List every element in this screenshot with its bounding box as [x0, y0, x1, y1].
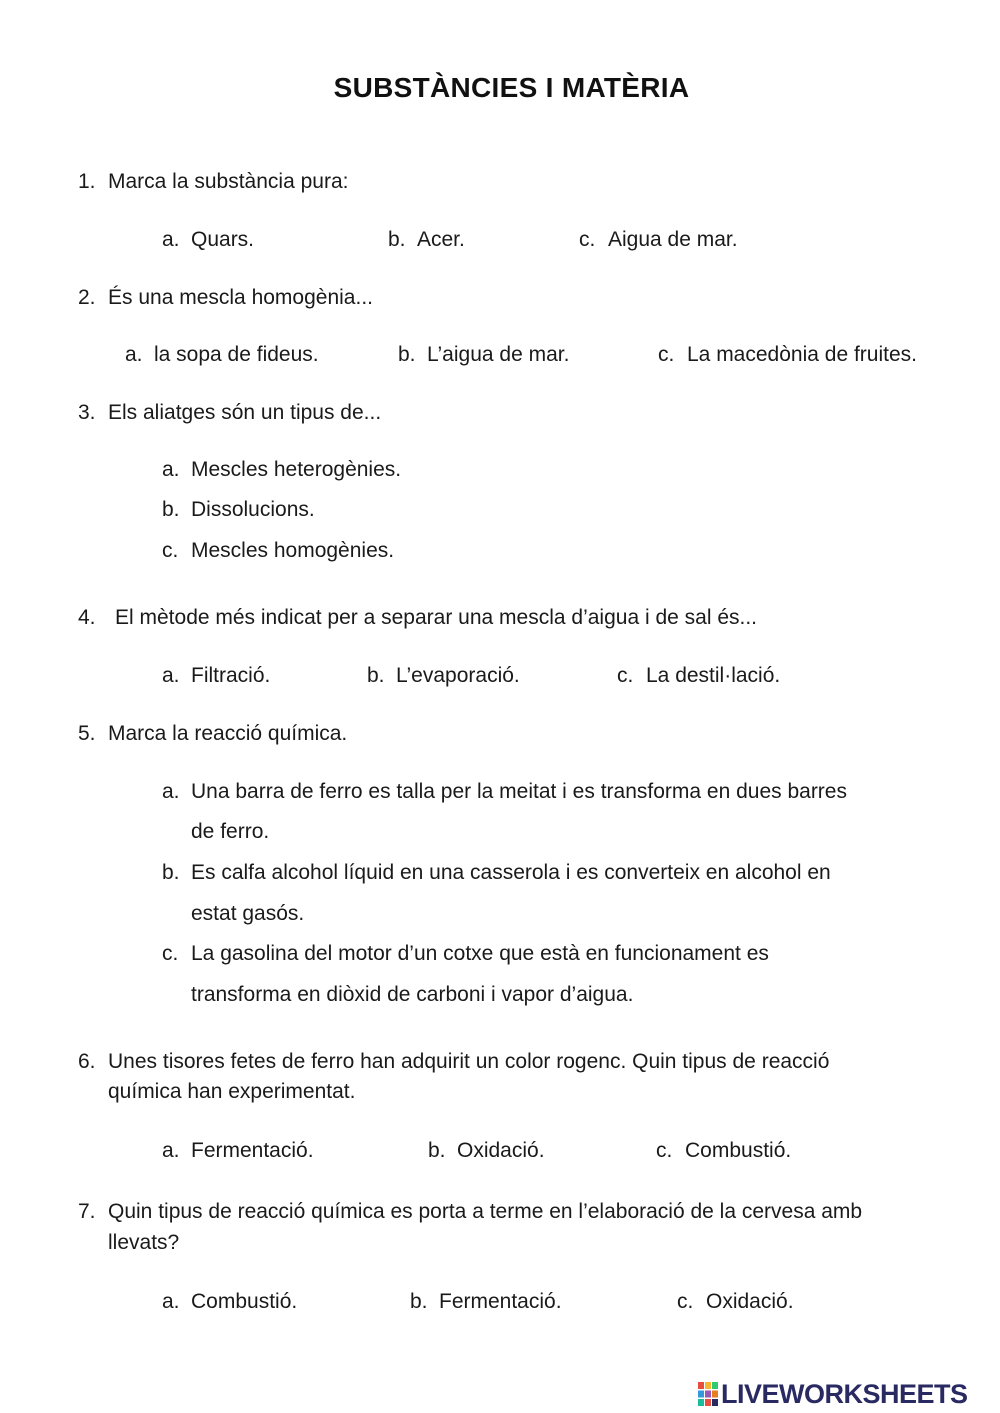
option-a[interactable]	[162, 1140, 314, 1161]
option-letter: a.	[162, 458, 180, 481]
option-letter: b.	[162, 861, 180, 884]
liveworksheets-logo	[697, 1380, 968, 1408]
option-a[interactable]	[162, 229, 254, 250]
option-text: Oxidació.	[706, 1290, 794, 1313]
option-c[interactable]	[162, 540, 394, 561]
option-text-line2: de ferro.	[191, 820, 270, 843]
option-b[interactable]	[428, 1140, 545, 1161]
option-letter: c.	[579, 228, 596, 251]
option-text: Oxidació.	[457, 1139, 545, 1162]
option-letter: c.	[677, 1290, 694, 1313]
option-text: La macedònia de fruites.	[687, 343, 917, 366]
option-c[interactable]	[617, 665, 780, 686]
liveworksheets-logo-text: LIVEWORKSHEETS	[721, 1378, 968, 1409]
option-text: Mescles heterogènies.	[191, 458, 402, 481]
option-letter: a.	[162, 1290, 180, 1313]
option-text: Quars.	[191, 228, 255, 251]
option-b[interactable]	[162, 499, 315, 520]
option-text: Dissolucions.	[191, 498, 315, 521]
option-letter: c.	[658, 343, 675, 366]
option-text-line1: Una barra de ferro es talla per la meitat i es transforma en dues barres	[191, 780, 847, 803]
question-text: Els aliatges són un tipus de...	[108, 401, 382, 424]
question-number: 2.	[78, 286, 96, 309]
option-text: Fermentació.	[191, 1139, 314, 1162]
question-text-line1: Quin tipus de reacció química es porta a terme en l’elaboració de la cervesa amb	[108, 1200, 863, 1223]
option-c[interactable]	[579, 229, 738, 250]
question-number: 4.	[78, 606, 96, 629]
option-text: Mescles homogènies.	[191, 539, 395, 562]
question-text: El mètode més indicat per a separar una mescla d’aigua i de sal és...	[115, 606, 758, 629]
option-text: Filtració.	[191, 664, 271, 687]
option-text-line2: estat gasós.	[191, 902, 305, 925]
option-letter: b.	[428, 1139, 446, 1162]
option-text-line2: transforma en diòxid de carboni i vapor d’aigua.	[191, 983, 634, 1006]
option-b[interactable]	[398, 344, 569, 365]
option-text: Combustió.	[191, 1290, 298, 1313]
option-letter: b.	[398, 343, 416, 366]
option-letter: a.	[162, 1139, 180, 1162]
question-number: 3.	[78, 401, 96, 424]
question-text-line1: Unes tisores fetes de ferro han adquirit un color rogenc. Quin tipus de reacció	[108, 1050, 830, 1073]
option-letter: c.	[162, 539, 179, 562]
option-b[interactable]	[410, 1291, 562, 1312]
option-text: la sopa de fideus.	[154, 343, 319, 366]
option-letter: c.	[656, 1139, 673, 1162]
option-text: Fermentació.	[439, 1290, 562, 1313]
option-a[interactable]	[162, 1291, 297, 1312]
question-number: 1.	[78, 170, 96, 193]
option-letter: b.	[367, 664, 385, 687]
option-text: L’aigua de mar.	[427, 343, 570, 366]
option-a[interactable]	[162, 459, 401, 480]
option-text: Combustió.	[685, 1139, 792, 1162]
liveworksheets-logo-icon	[697, 1381, 719, 1407]
question-text: Marca la substància pura:	[108, 170, 349, 193]
page-title: SUBSTÀNCIES I MATÈRIA	[333, 72, 690, 103]
option-text: La destil·lació.	[646, 664, 781, 687]
option-letter: a.	[162, 780, 180, 803]
option-c[interactable]	[658, 344, 917, 365]
option-a[interactable]	[162, 665, 270, 686]
question-text-line2: llevats?	[108, 1231, 180, 1254]
question-text: Marca la reacció química.	[108, 722, 348, 745]
option-a[interactable]	[125, 344, 319, 365]
option-c[interactable]	[656, 1140, 791, 1161]
option-text-line1: Es calfa alcohol líquid en una casserola i es converteix en alcohol en	[191, 861, 831, 884]
question-text: És una mescla homogènia...	[108, 286, 373, 309]
option-text: Acer.	[417, 228, 465, 251]
option-text: Aigua de mar.	[608, 228, 738, 251]
option-text: L’evaporació.	[396, 664, 520, 687]
question-text-line2: química han experimentat.	[108, 1080, 356, 1103]
option-letter: b.	[162, 498, 180, 521]
option-b[interactable]	[367, 665, 520, 686]
option-letter: b.	[388, 228, 406, 251]
option-c[interactable]	[677, 1291, 794, 1312]
option-letter: a.	[125, 343, 143, 366]
question-number: 6.	[78, 1050, 96, 1073]
option-letter: c.	[162, 942, 179, 965]
option-b[interactable]	[388, 229, 465, 250]
option-letter: c.	[617, 664, 634, 687]
question-number: 5.	[78, 722, 96, 745]
question-number: 7.	[78, 1200, 96, 1223]
option-text-line1: La gasolina del motor d’un cotxe que està en funcionament es	[191, 942, 769, 965]
option-letter: a.	[162, 228, 180, 251]
option-letter: a.	[162, 664, 180, 687]
option-letter: b.	[410, 1290, 428, 1313]
